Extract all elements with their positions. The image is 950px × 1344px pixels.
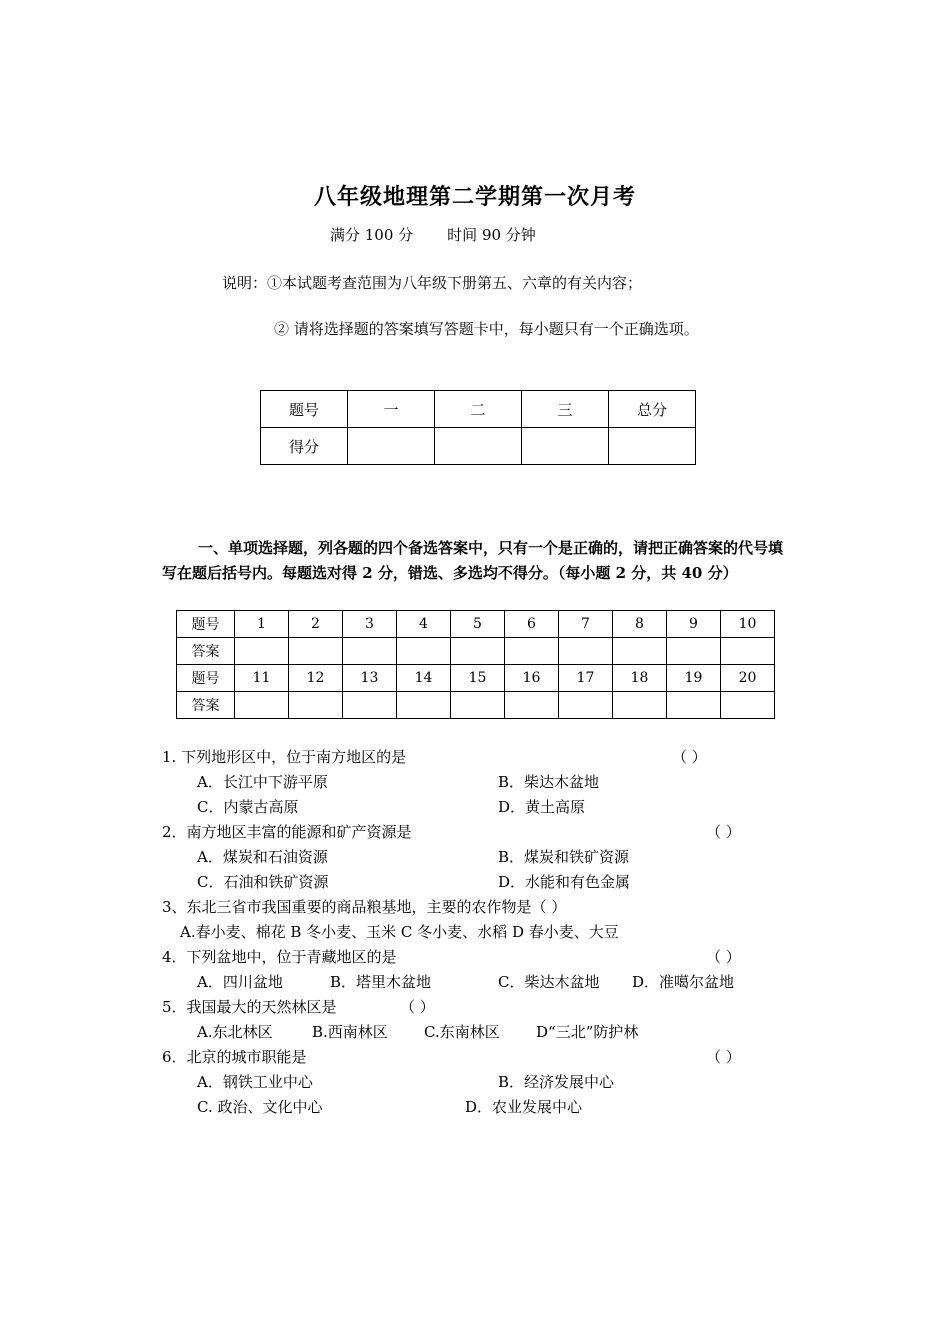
answer-paren[interactable]: （ ） bbox=[706, 823, 741, 841]
answer-cell[interactable] bbox=[667, 692, 721, 719]
question-number: 4 bbox=[397, 611, 451, 638]
question-number: 17 bbox=[559, 665, 613, 692]
question-stem: 5．我国最大的天然林区是 bbox=[162, 998, 337, 1016]
option-a: A．四川盆地 bbox=[197, 973, 283, 991]
question-number: 11 bbox=[235, 665, 289, 692]
answer-cell[interactable] bbox=[397, 638, 451, 665]
answer-cell[interactable] bbox=[343, 692, 397, 719]
answer-cell[interactable] bbox=[613, 692, 667, 719]
question-number: 8 bbox=[613, 611, 667, 638]
score-cell: 得分 bbox=[261, 428, 348, 465]
answer-cell[interactable] bbox=[289, 692, 343, 719]
answer-cell[interactable] bbox=[505, 692, 559, 719]
option-b: B．煤炭和铁矿资源 bbox=[498, 848, 630, 866]
answer-cell[interactable] bbox=[451, 638, 505, 665]
answer-cell[interactable] bbox=[505, 638, 559, 665]
question-number: 1 bbox=[235, 611, 289, 638]
score-cell: 题号 bbox=[261, 391, 348, 428]
answer-grid-answer-row bbox=[177, 692, 775, 719]
exam-time: 时间 90 分钟 bbox=[447, 226, 536, 244]
option-d: D．黄土高原 bbox=[498, 798, 586, 816]
question-number: 2 bbox=[289, 611, 343, 638]
question-number: 12 bbox=[289, 665, 343, 692]
answer-cell[interactable] bbox=[289, 638, 343, 665]
score-input-cell[interactable] bbox=[435, 428, 522, 465]
instruction-2: ② 请将选择题的答案填写答题卡中，每小题只有一个正确选项。 bbox=[274, 320, 699, 338]
option-b: B．柴达木盆地 bbox=[498, 773, 600, 791]
score-cell: 二 bbox=[435, 391, 522, 428]
option-c: C．柴达木盆地 bbox=[498, 973, 600, 991]
score-cell: 三 bbox=[522, 391, 609, 428]
score-cell: 一 bbox=[348, 391, 435, 428]
question-stem: 2．南方地区丰富的能源和矿产资源是 bbox=[162, 823, 412, 841]
question-stem: 4．下列盆地中，位于青藏地区的是 bbox=[162, 948, 397, 966]
question-number: 10 bbox=[721, 611, 775, 638]
option-a: A．钢铁工业中心 bbox=[197, 1073, 313, 1091]
exam-info bbox=[330, 224, 536, 245]
answer-grid-answer-row bbox=[177, 638, 775, 665]
page-title: 八年级地理第二学期第一次月考 bbox=[313, 184, 636, 210]
answer-cell[interactable] bbox=[235, 638, 289, 665]
question-number: 6 bbox=[505, 611, 559, 638]
question-number: 14 bbox=[397, 665, 451, 692]
option-b: B．塔里木盆地 bbox=[330, 973, 432, 991]
option-c: C．内蒙古高原 bbox=[197, 798, 299, 816]
answer-cell[interactable] bbox=[613, 638, 667, 665]
grid-label: 题号 bbox=[177, 611, 235, 638]
option-b: B.西南林区 bbox=[312, 1023, 388, 1041]
option-d: D“三北”防护林 bbox=[536, 1023, 639, 1041]
option-b: B．经济发展中心 bbox=[498, 1073, 615, 1091]
grid-label: 题号 bbox=[177, 665, 235, 692]
option-a: A．煤炭和石油资源 bbox=[197, 848, 328, 866]
question-number: 13 bbox=[343, 665, 397, 692]
option-d: D．准噶尔盆地 bbox=[632, 973, 735, 991]
question-number: 3 bbox=[343, 611, 397, 638]
full-score: 满分 100 分 bbox=[330, 226, 414, 244]
answer-cell[interactable] bbox=[397, 692, 451, 719]
option-c: C．石油和铁矿资源 bbox=[197, 873, 329, 891]
question-stem: 3、东北三省市我国重要的商品粮基地，主要的农作物是（ ） bbox=[162, 898, 567, 916]
answer-cell[interactable] bbox=[667, 638, 721, 665]
answer-grid-number-row bbox=[177, 611, 775, 638]
answer-paren[interactable]: （ ） bbox=[400, 998, 435, 1016]
answer-paren[interactable]: （ ） bbox=[706, 1048, 741, 1066]
answer-paren[interactable]: （ ） bbox=[706, 948, 741, 966]
question-number: 7 bbox=[559, 611, 613, 638]
options-line: A.春小麦、棉花 B 冬小麦、玉米 C 冬小麦、水稻 D 春小麦、大豆 bbox=[180, 923, 619, 941]
score-table-header-row bbox=[261, 391, 696, 428]
answer-cell[interactable] bbox=[235, 692, 289, 719]
option-a: A．长江中下游平原 bbox=[197, 773, 328, 791]
option-c: C.东南林区 bbox=[424, 1023, 500, 1041]
score-table bbox=[260, 390, 696, 465]
option-c: C. 政治、文化中心 bbox=[197, 1098, 323, 1116]
option-d: D．水能和有色金属 bbox=[498, 873, 631, 891]
score-cell: 总分 bbox=[609, 391, 696, 428]
answer-cell[interactable] bbox=[721, 692, 775, 719]
answer-cell[interactable] bbox=[721, 638, 775, 665]
grid-label: 答案 bbox=[177, 638, 235, 665]
question-number: 20 bbox=[721, 665, 775, 692]
answer-grid bbox=[176, 610, 775, 719]
question-number: 16 bbox=[505, 665, 559, 692]
question-stem: 1. 下列地形区中，位于南方地区的是 bbox=[162, 748, 407, 766]
score-input-cell[interactable] bbox=[522, 428, 609, 465]
question-number: 19 bbox=[667, 665, 721, 692]
instruction-1: 说明：①本试题考查范围为八年级下册第五、六章的有关内容； bbox=[222, 274, 643, 292]
answer-grid-number-row bbox=[177, 665, 775, 692]
question-number: 9 bbox=[667, 611, 721, 638]
question-number: 15 bbox=[451, 665, 505, 692]
option-d: D．农业发展中心 bbox=[465, 1098, 583, 1116]
question-stem: 6．北京的城市职能是 bbox=[162, 1048, 307, 1066]
question-number: 18 bbox=[613, 665, 667, 692]
section-heading: 一、单项选择题，列各题的四个备选答案中，只有一个是正确的，请把正确答案的代号填写在题后括号内。每题选对得 2 分，错选、多选均不得分。（每小题 2 分，共 40 分） bbox=[162, 539, 784, 582]
score-table-score-row bbox=[261, 428, 696, 465]
grid-label: 答案 bbox=[177, 692, 235, 719]
question-number: 5 bbox=[451, 611, 505, 638]
score-input-cell[interactable] bbox=[348, 428, 435, 465]
answer-cell[interactable] bbox=[343, 638, 397, 665]
answer-paren[interactable]: （ ） bbox=[672, 748, 707, 766]
option-a: A.东北林区 bbox=[197, 1023, 273, 1041]
answer-cell[interactable] bbox=[451, 692, 505, 719]
answer-cell[interactable] bbox=[559, 638, 613, 665]
answer-cell[interactable] bbox=[559, 692, 613, 719]
score-input-cell[interactable] bbox=[609, 428, 696, 465]
